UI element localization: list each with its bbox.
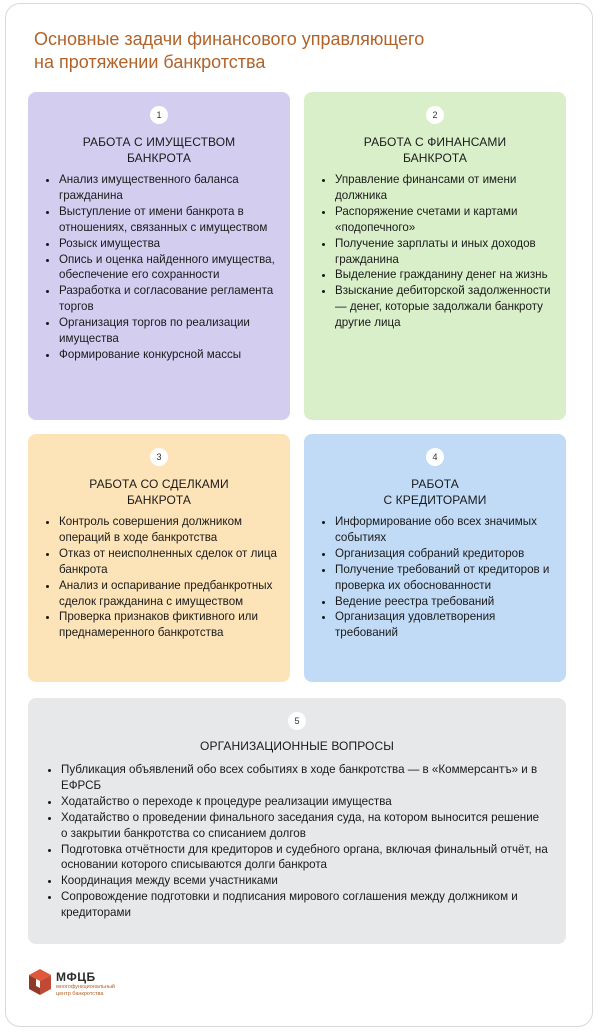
logo-subtitle (56, 984, 146, 997)
card-task-list (46, 172, 278, 363)
card-finances (304, 92, 566, 420)
list-item: • Анализ и оспаривание предбанкротных сделок гражданина с имуществом (59, 578, 278, 610)
card-title-line: РАБОТА С ИМУЩЕСТВОМ (82, 135, 236, 149)
card-creditors (304, 434, 566, 682)
card-title-line: БАНКРОТА (126, 493, 192, 507)
logo-name: МФЦБ (56, 970, 96, 984)
list-item: • Ходатайство о проведении финального заседания суда, на котором выносится решение о закрытии банкротства со списанием долгов (61, 810, 548, 842)
card-task-list (322, 172, 554, 331)
card-deals (28, 434, 290, 682)
list-item: • Розыск имущества (59, 236, 278, 252)
list-item: • Анализ имущественного баланса гражданина (59, 172, 278, 204)
card-task-list (322, 514, 554, 641)
card-number-badge: 5 (288, 712, 306, 730)
list-item: • Подготовка отчётности для кредиторов и судебного органа, включая финальный отчёт, на основании которого списываются долги банкрота (61, 842, 548, 874)
logo-subtitle-line: центр банкротства (56, 990, 104, 997)
card-title-line: С КРЕДИТОРАМИ (383, 493, 487, 507)
list-item: • Получение требований от кредиторов и проверка их обоснованности (335, 562, 554, 594)
list-item: • Ведение реестра требований (335, 594, 554, 610)
list-item: • Управление финансами от имени должника (335, 172, 554, 204)
brand-logo (28, 968, 188, 1000)
list-item: • Сопровождение подготовки и подписания мирового соглашения между должником и кредиторами (61, 889, 548, 921)
list-item: • Опись и оценка найденного имущества, обеспечение его сохранности (59, 252, 278, 284)
page-title-line-2: на протяжении банкротства (34, 52, 266, 72)
list-item: • Распоряжение счетами и картами «подопечного» (335, 204, 554, 236)
list-item: • Выделение гражданину денег на жизнь (335, 267, 554, 283)
list-item: • Взыскание дебиторской задолженности — денег, которые задолжали банкроту другие лица (335, 283, 554, 331)
card-title (314, 134, 556, 166)
card-title (38, 134, 280, 166)
page-title (34, 28, 554, 74)
list-item: • Получение зарплаты и иных доходов гражданина (335, 236, 554, 268)
list-item: • Формирование конкурсной массы (59, 347, 278, 363)
card-organizational (28, 698, 566, 944)
list-item: • Разработка и согласование регламента торгов (59, 283, 278, 315)
card-property (28, 92, 290, 420)
list-item: • Организация торгов по реализации имущества (59, 315, 278, 347)
card-title (314, 476, 556, 508)
card-title-line: ОРГАНИЗАЦИОННЫЕ ВОПРОСЫ (200, 739, 394, 753)
list-item: • Проверка признаков фиктивного или преднамеренного банкротства (59, 609, 278, 641)
list-item: • Публикация объявлений обо всех событиях в ходе банкротства — в «Коммерсантъ» и в ЕФРСБ (61, 762, 548, 794)
list-item: • Контроль совершения должником операций в ходе банкротства (59, 514, 278, 546)
page-title-line-1: Основные задачи финансового управляющего (34, 29, 425, 49)
card-title (38, 476, 280, 508)
cube-logo-icon (28, 968, 52, 996)
list-item: • Координация между всеми участниками (61, 873, 548, 889)
list-item: • Организация собраний кредиторов (335, 546, 554, 562)
list-item: • Ходатайство о переходе к процедуре реализации имущества (61, 794, 548, 810)
card-title-line: БАНКРОТА (126, 151, 192, 165)
card-title-line: БАНКРОТА (402, 151, 468, 165)
logo-subtitle-line: многофункциональный (56, 984, 115, 990)
list-item: • Выступление от имени банкрота в отношениях, связанных с имуществом (59, 204, 278, 236)
card-number-badge: 1 (150, 106, 168, 124)
card-title-line: РАБОТА (411, 477, 459, 491)
card-title-line: РАБОТА СО СДЕЛКАМИ (89, 477, 229, 491)
card-title-line: РАБОТА С ФИНАНСАМИ (363, 135, 507, 149)
card-number-badge: 4 (426, 448, 444, 466)
card-number-badge: 3 (150, 448, 168, 466)
card-title (38, 738, 556, 754)
list-item: • Информирование обо всех значимых событиях (335, 514, 554, 546)
list-item: • Организация удовлетворения требований (335, 609, 554, 641)
card-task-list (46, 514, 278, 641)
list-item: • Отказ от неисполненных сделок от лица банкрота (59, 546, 278, 578)
card-number-badge: 2 (426, 106, 444, 124)
card-task-list (48, 762, 548, 921)
